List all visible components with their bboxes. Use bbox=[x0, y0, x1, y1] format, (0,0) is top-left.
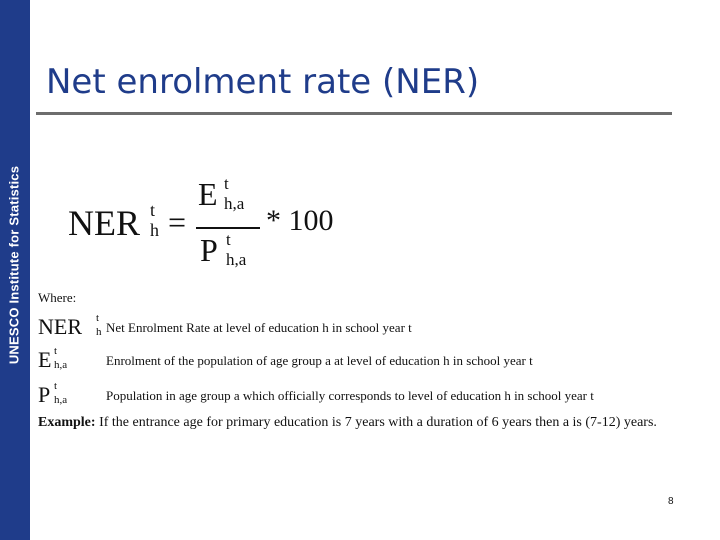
formula-lhs-superscript: t bbox=[150, 200, 156, 220]
definition-row bbox=[38, 347, 708, 377]
formula-numerator: E bbox=[198, 176, 218, 212]
title-underline bbox=[36, 112, 672, 115]
definition-superscript: t bbox=[54, 345, 58, 357]
where-label: Where: bbox=[38, 290, 77, 305]
definition-superscript: t bbox=[54, 380, 58, 392]
definition-text: Population in age group a which officially corresponds to level of education h in school year t bbox=[106, 388, 594, 403]
formula-equals: = bbox=[168, 204, 187, 240]
example-line bbox=[38, 415, 657, 431]
definition-row bbox=[38, 314, 708, 344]
definition-subscript: h bbox=[96, 326, 102, 338]
formula-lhs: NER bbox=[68, 203, 140, 243]
definition-subscript: h,a bbox=[54, 394, 68, 406]
definition-row bbox=[38, 382, 708, 412]
formula-denominator-subscript: h,a bbox=[226, 250, 247, 269]
example-text: If the entrance age for primary education is 7 years with a duration of 6 years then a is (7-12) years. bbox=[99, 415, 657, 430]
example-label: Example: bbox=[38, 415, 96, 430]
page-number: 8 bbox=[668, 496, 674, 507]
definition-text: Enrolment of the population of age group a at level of education h in school year t bbox=[106, 353, 533, 368]
ner-formula bbox=[68, 170, 358, 280]
formula-denominator: P bbox=[200, 232, 218, 268]
definition-text: Net Enrolment Rate at level of education h in school year t bbox=[106, 320, 412, 335]
definition-symbol: P bbox=[38, 382, 51, 407]
definition-superscript: t bbox=[96, 312, 100, 324]
definition-symbol: E bbox=[38, 347, 52, 372]
definition-subscript: h,a bbox=[54, 359, 68, 371]
formula-lhs-subscript: h bbox=[150, 220, 159, 240]
sidebar-label-text: UNESCO Institute for Statistics bbox=[6, 165, 22, 365]
formula-multiplier: * 100 bbox=[266, 204, 334, 237]
formula-numerator-subscript: h,a bbox=[224, 194, 245, 213]
formula-numerator-superscript: t bbox=[224, 174, 229, 193]
formula-denominator-superscript: t bbox=[226, 230, 231, 249]
sidebar-label bbox=[0, 0, 30, 540]
slide-title: Net enrolment rate (NER) bbox=[46, 62, 480, 102]
definition-symbol: NER bbox=[38, 314, 82, 339]
fraction-bar bbox=[196, 227, 260, 229]
